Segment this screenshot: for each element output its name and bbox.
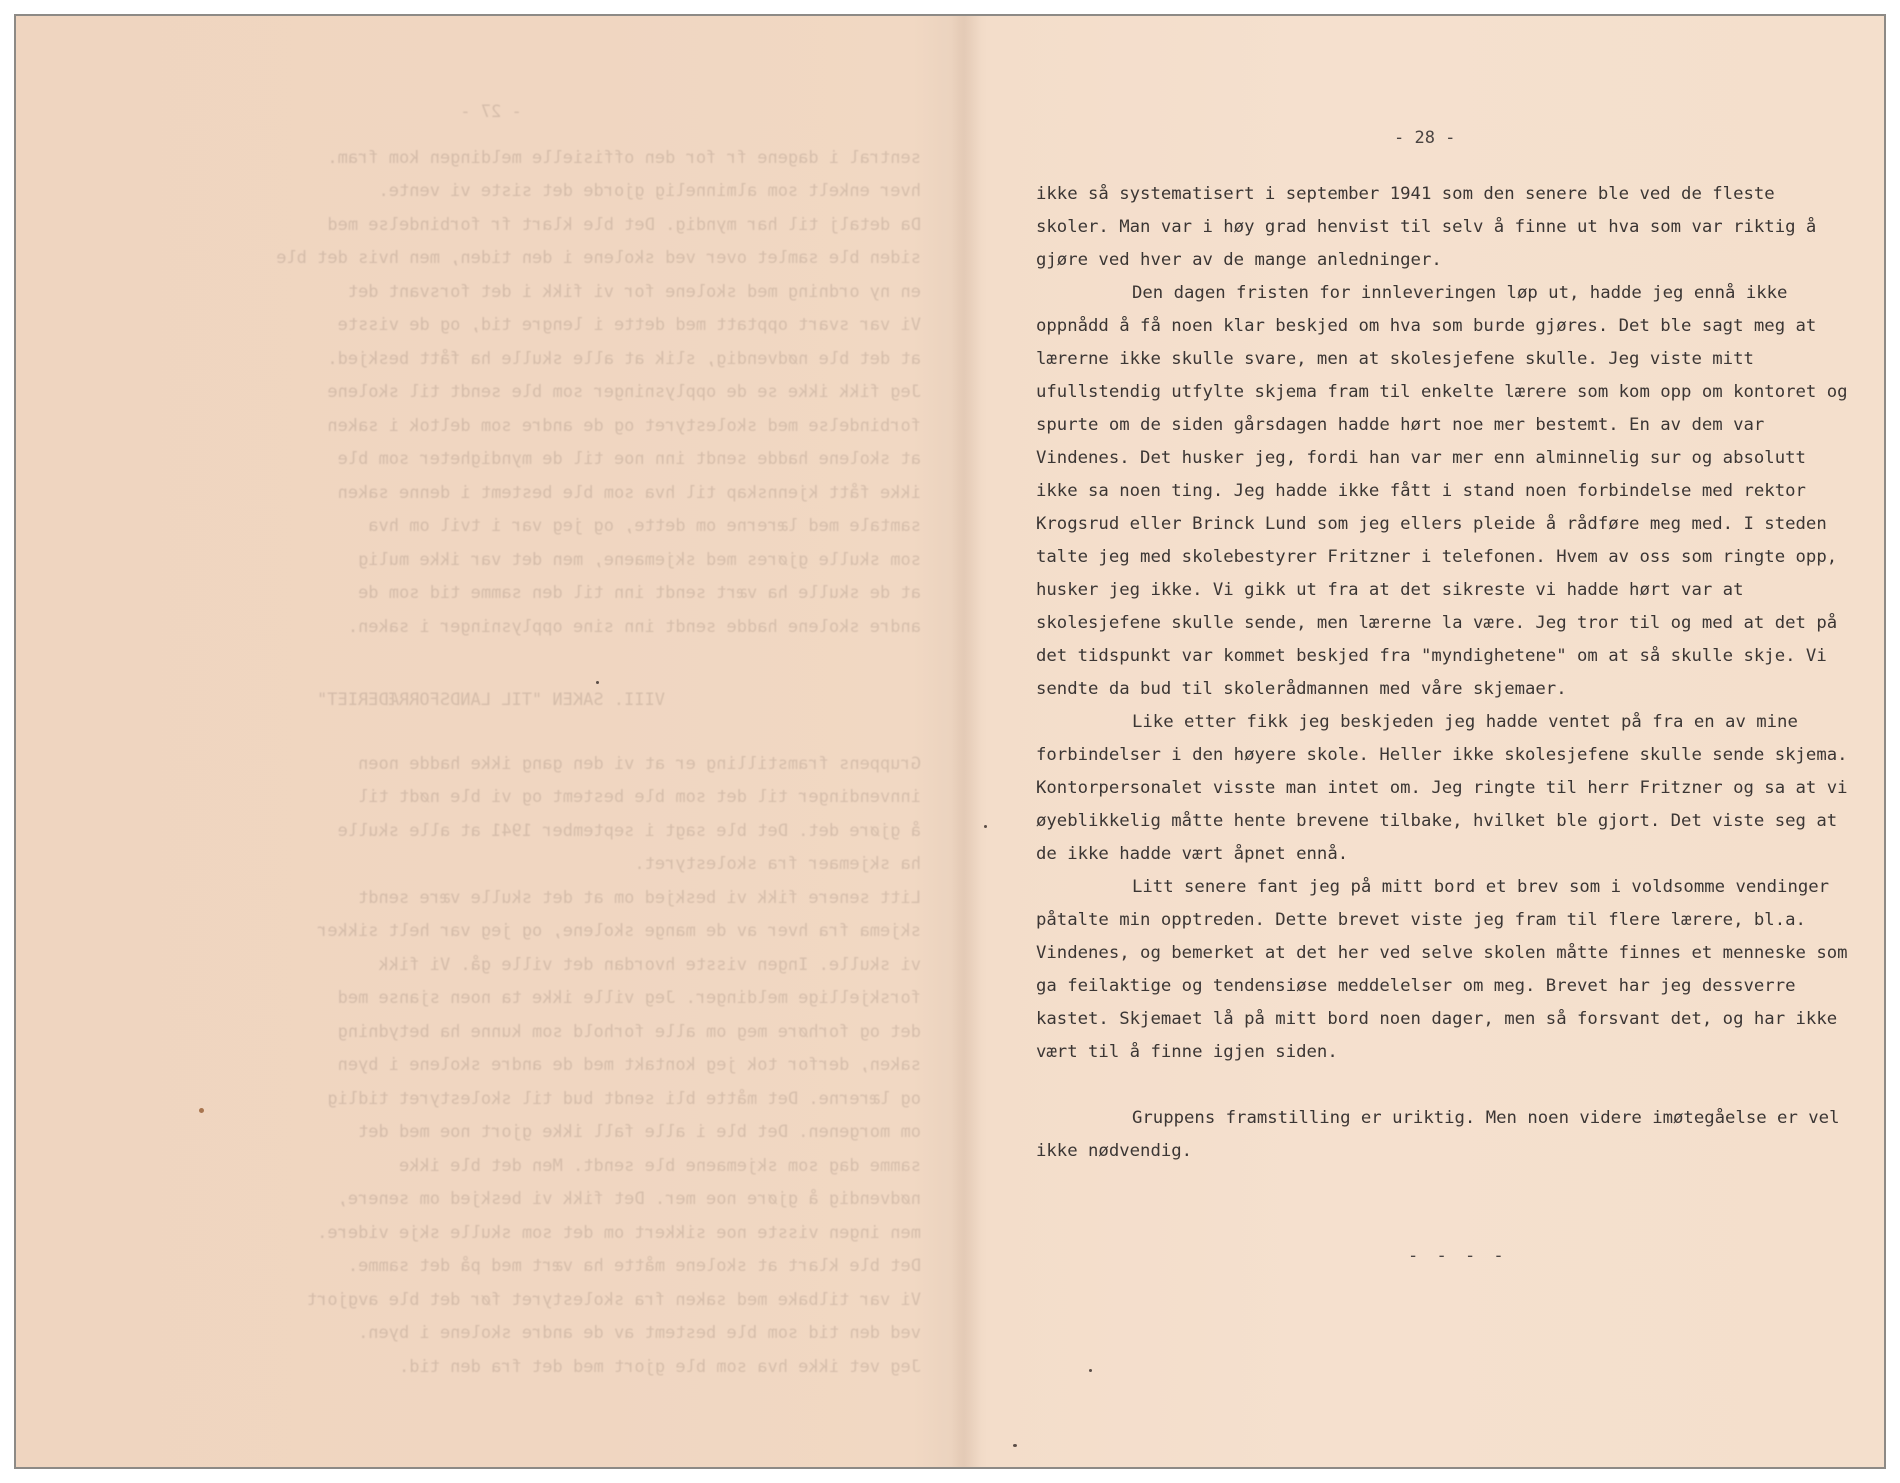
bleed-line: samtale med lærerne om dette, og jeg var i tvil om hva bbox=[368, 516, 921, 536]
bleed-line: forbindelse med skolestyret og de andre som deltok i saken bbox=[327, 415, 921, 436]
bleed-line: Gruppens framstilling er at vi den gang ikke hadde noen bbox=[358, 753, 921, 774]
bleed-line: Da detalj til har myndig. Det ble klart fr forbindelse med bbox=[327, 214, 921, 235]
bleed-line: saken, derfor tok jeg kontakt med de andre skolene i byen bbox=[337, 1055, 921, 1075]
bleed-heading: VIII. SAKEN "TIL LANDSFORRÆDERIET" bbox=[317, 690, 665, 710]
paragraph: Litt senere fant jeg på mitt bord et brev som i voldsomme vendinger påtalte min opptreden. Dette brevet viste jeg fram til flere lærere, bl.a. Vindenes, og bemerket at det her ved selve skolen måtte finnes et menneske som ga feilaktige og tendensiøse meddelelser om meg. Brevet har jeg dessverre kastet. Skjemaet lå på mitt bord noen dager, men så forsvant det, og har ikke vært til å finne igjen siden. bbox=[1036, 877, 1848, 1062]
bleed-line: Vi var svart opptatt med dette i lengre tid, og de visste bbox=[337, 315, 921, 335]
paper-speck bbox=[984, 825, 987, 828]
bleed-line: Vi var tilbake med saken fra skolestyret før det ble avgjort bbox=[306, 1289, 921, 1310]
bleed-line: Jeg fikk ikke se de opplysninger som ble sendt til skolene bbox=[327, 382, 921, 402]
bleed-line: siden ble samlet over ved skolene i den tiden, men hvis det ble bbox=[276, 248, 921, 268]
bleed-line: en ny ordning med skolene for vi fikk i det forsvant det bbox=[347, 281, 921, 302]
bleed-line: forskjellige meldinger. Jeg ville ikke ta noen sjanse med bbox=[337, 988, 921, 1008]
bleed-line: ikke fått kjennskap til hva som ble bestemt i denne saken bbox=[337, 482, 921, 503]
bleed-line: som skulle gjøres med skjemaene, men det var ikke mulig bbox=[358, 549, 921, 570]
bleed-line: ha skjemaer fra skolestyret. bbox=[634, 854, 921, 874]
bleed-line: om morgenen. Det ble i alle fall ikke gjort noe med det bbox=[358, 1122, 921, 1142]
closing-mark: - - - - bbox=[1408, 1246, 1508, 1266]
bleed-line: at de skulle ha vært sendt inn til den samme tid som de bbox=[358, 583, 921, 603]
bleed-block-a bbox=[61, 142, 921, 645]
bleed-line: vi skulle. Ingen visste hvordan det ville gå. Vi fikk bbox=[378, 954, 921, 975]
bleed-line: ved den tid som ble bestemt av de andre skolene i byen. bbox=[358, 1323, 921, 1343]
paragraph: Den dagen fristen for innleveringen løp ut, hadde jeg ennå ikke oppnådd å få noen klar beskjed om hva som burde gjøres. Det ble sagt meg at lærerne ikke skulle svare, men at skolesjefene skulle. Jeg viste mitt ufullstendig utfylte skjema fram til enkelte lærere som kom opp om kontoret og spurte om de siden gårsdagen hadde hørt noe mer bestemt. En av dem var Vindenes. Det husker jeg, fordi han var mer enn alminnelig sur og absolutt ikke sa noen ting. Jeg hadde ikke fått i stand noen forbindelse med rektor Krogsrud eller Brinck Lund som jeg ellers pleide å rådføre meg med. I steden talte jeg med skolebestyrer Fritzner i telefonen. Hvem av oss som ringte opp, husker jeg ikke. Vi gikk ut fra at det sikreste vi hadde hørt var at skolesjefene skulle sende, men lærerne la være. Jeg tror til og med at det på det tidspunkt var kommet beskjed fra "myndighetene" om at så skulle skje. Vi sendte da bud til skolerådmannen med våre skjemaer. bbox=[1036, 283, 1848, 699]
bleed-line: det og forhøre meg om alle forhold som kunne ha betydning bbox=[337, 1021, 921, 1042]
paper-speck bbox=[1089, 1369, 1092, 1372]
bleed-line: men ingen visste noe sikkert om det som skulle skje videre. bbox=[317, 1222, 921, 1243]
paper-speck bbox=[596, 681, 599, 684]
bleed-line: sentral i dagene fr for den offisielle meldingen kom fram. bbox=[327, 147, 921, 168]
bleed-line: at skolene hadde sendt inn noe til de myndigheter som ble bbox=[337, 449, 921, 469]
right-page-text bbox=[1036, 116, 1856, 1168]
paragraph: Like etter fikk jeg beskjeden jeg hadde ventet på fra en av mine forbindelser i den høyere skole. Heller ikke skolesjefene skulle sende skjema. Kontorpersonalet visste man intet om. Jeg ringte til herr Fritzner og sa at vi øyeblikkelig måtte hente brevene tilbake, hvilket ble gjort. Det viste seg at de ikke hadde vært åpnet ennå. bbox=[1036, 712, 1848, 864]
paragraph: ikke så systematisert i september 1941 som den senere ble ved de fleste skoler. Man var i høy grad henvist til selv å finne ut hva som var riktig å gjøre ved hver av de mange anledninger. bbox=[1036, 184, 1817, 270]
bleed-line: skjema fra hver av de mange skolene, og jeg var helt sikker bbox=[317, 921, 921, 941]
bleed-line: og lærerne. Det måtte bli sendt bud til skolestyret tidlig bbox=[327, 1088, 921, 1109]
page-number: - 28 - bbox=[1394, 128, 1456, 148]
bleed-line: innvendinger til det som ble bestemt og vi ble nødt til bbox=[358, 787, 921, 807]
bleed-line: å gjøre det. Det ble sagt i september 1941 at alle skulle bbox=[337, 820, 921, 841]
bleed-line: samme dag som skjemaene ble sendt. Men det ble ikke bbox=[399, 1155, 921, 1176]
paper-speck bbox=[1013, 1444, 1017, 1447]
bleed-page-number: - 27 - bbox=[460, 102, 522, 122]
bleed-line: Litt senere fikk vi beskjed om at det skulle være sendt bbox=[358, 887, 921, 908]
bleed-line: andre skolene hadde sendt inn sine opplysninger i saken. bbox=[347, 616, 921, 637]
bleed-block-b bbox=[61, 748, 921, 1385]
bleed-line: at det ble nødvendig, slik at alle skulle ha fått beskjed. bbox=[327, 348, 921, 369]
bleed-line: hver enkelt som alminnelig gjorde det siste vi vente. bbox=[378, 181, 921, 201]
page-fold bbox=[951, 16, 981, 1467]
paper-speck bbox=[199, 1108, 204, 1113]
paragraph-list bbox=[1036, 178, 1856, 1168]
bleed-line: nødvendig å gjøre noe mer. Det fikk vi beskjed om senere, bbox=[337, 1189, 921, 1209]
left-page-bleed-through bbox=[61, 96, 921, 1436]
bleed-line: Det ble klart at skolene måtte ha vært med på det samme. bbox=[347, 1256, 921, 1276]
bleed-line: Jeg vet ikke hva som ble gjort med det fra den tid. bbox=[399, 1356, 921, 1377]
paragraph-gap bbox=[1036, 1069, 1856, 1102]
paragraph: Gruppens framstilling er uriktig. Men noen videre imøtegåelse er vel ikke nødvendig. bbox=[1036, 1108, 1840, 1161]
